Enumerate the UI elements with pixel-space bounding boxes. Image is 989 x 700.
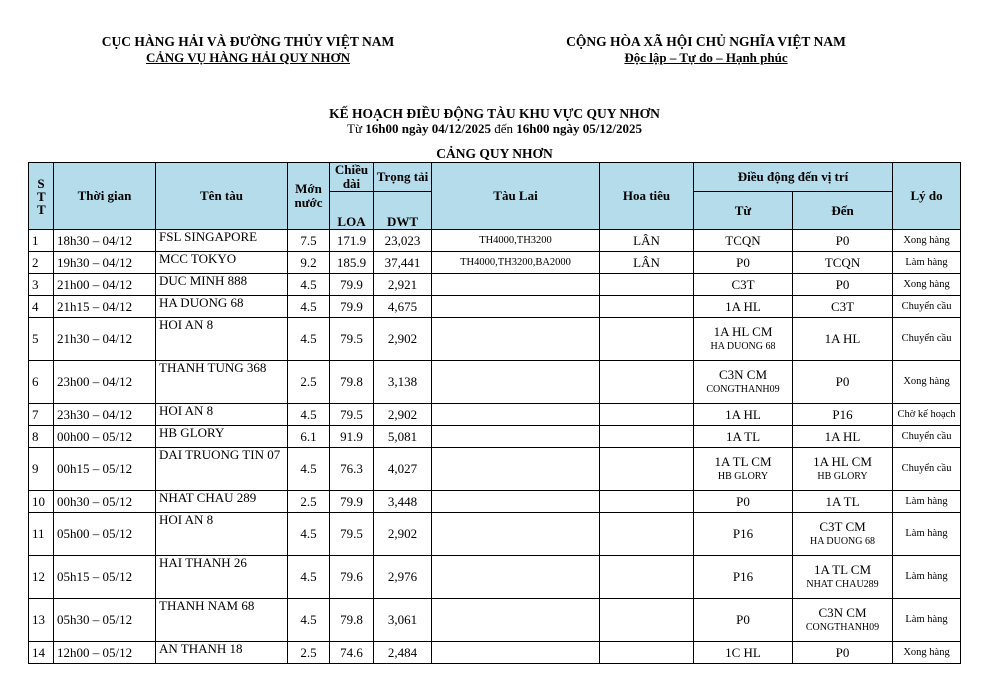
cell-from [694,230,793,252]
cell-to [793,513,893,556]
cell-pilot: LÂN [600,230,694,252]
col-header-stt [29,163,54,230]
cell-ship-name: HOI AN 8 [156,404,288,426]
cell-from-position: 1A HL CM [713,324,773,339]
cell-to [793,361,893,404]
cell-tug [432,513,600,556]
cell-ship-name: THANH NAM 68 [156,599,288,642]
table-row [29,426,961,448]
time-range-to: 16h00 ngày 05/12/2025 [516,121,642,136]
cell-loa: 79.9 [330,296,374,318]
cell-to-position: C3T CM [819,519,866,534]
cell-to-position: 1A HL [824,428,861,444]
cell-dwt: 23,023 [374,230,432,252]
cell-dwt: 4,027 [374,448,432,491]
cell-to [793,230,893,252]
cell-time: 23h00 – 04/12 [54,361,156,404]
cell-ship-name: MCC TOKYO [156,252,288,274]
cell-draft: 4.5 [288,556,330,599]
cell-to [793,252,893,274]
col-header-move-group: Điều động đến vị trí [694,163,893,192]
cell-from-position: P0 [736,493,750,509]
cell-dwt: 2,976 [374,556,432,599]
cell-from-position: 1C HL [725,644,761,660]
cell-stt: 4 [29,296,54,318]
cell-dwt: 3,138 [374,361,432,404]
cell-loa: 79.8 [330,361,374,404]
cell-reason: Làm hàng [893,513,961,556]
col-header-reason: Lý do [893,163,961,230]
cell-time: 00h30 – 05/12 [54,491,156,513]
document-title-block [0,106,989,136]
cell-loa: 74.6 [330,642,374,664]
cell-tug [432,274,600,296]
cell-pilot [600,448,694,491]
cell-tug [432,599,600,642]
cell-reason: Xong hàng [893,274,961,296]
col-header-stt-text: STT [37,175,46,217]
cell-time: 00h00 – 05/12 [54,426,156,448]
cell-draft: 2.5 [288,642,330,664]
cell-from [694,404,793,426]
cell-to-moored-alongside: HB GLORY [817,471,868,482]
time-range-prefix: Từ [347,121,366,136]
cell-dwt: 2,484 [374,642,432,664]
col-header-dwt-unit: DWT [374,192,432,230]
cell-to [793,318,893,361]
cell-ship-name: THANH TUNG 368 [156,361,288,404]
cell-stt: 10 [29,491,54,513]
country-name: CỘNG HÒA XÃ HỘI CHỦ NGHĨA VIỆT NAM [566,34,846,49]
cell-ship-name: HB GLORY [156,426,288,448]
cell-dwt: 5,081 [374,426,432,448]
cell-from [694,361,793,404]
cell-stt: 2 [29,252,54,274]
cell-from-moored-alongside: CONGTHANH09 [706,384,780,395]
cell-reason: Xong hàng [893,361,961,404]
cell-pilot [600,296,694,318]
cell-loa: 79.5 [330,318,374,361]
cell-loa: 171.9 [330,230,374,252]
cell-pilot [600,599,694,642]
cell-stt: 5 [29,318,54,361]
table-row [29,296,961,318]
cell-dwt: 2,902 [374,404,432,426]
cell-from-position: 1A HL [725,298,761,314]
cell-from-position: C3T [731,276,755,292]
cell-to [793,448,893,491]
cell-to [793,491,893,513]
table-row [29,642,961,664]
cell-from [694,426,793,448]
cell-dwt: 2,921 [374,274,432,296]
cell-loa: 79.6 [330,556,374,599]
cell-ship-name: HAI THANH 26 [156,556,288,599]
table-row [29,448,961,491]
cell-to-position: 1A TL CM [813,562,872,577]
cell-pilot [600,556,694,599]
cell-reason: Làm hàng [893,252,961,274]
cell-ship-name: AN THANH 18 [156,642,288,664]
table-row [29,318,961,361]
cell-time: 21h30 – 04/12 [54,318,156,361]
cell-draft: 2.5 [288,491,330,513]
cell-reason: Làm hàng [893,491,961,513]
cell-from [694,448,793,491]
cell-stt: 6 [29,361,54,404]
cell-pilot [600,642,694,664]
cell-to-position: 1A HL CM [813,454,872,469]
cell-time: 19h30 – 04/12 [54,252,156,274]
cell-loa: 76.3 [330,448,374,491]
cell-from-position: P0 [736,612,750,627]
cell-reason: Chờ kế hoạch [893,404,961,426]
national-motto: Độc lập – Tự do – Hạnh phúc [624,50,788,65]
port-name: CẢNG QUY NHƠN [436,146,553,161]
authority-name: CỤC HÀNG HẢI VÀ ĐƯỜNG THỦY VIỆT NAM [101,34,395,49]
cell-tug [432,491,600,513]
cell-draft: 9.2 [288,252,330,274]
cell-to [793,642,893,664]
cell-reason: Chuyển cầu [893,296,961,318]
cell-reason: Chuyển cầu [893,448,961,491]
col-header-ship: Tên tàu [156,163,288,230]
cell-from [694,296,793,318]
cell-to-moored-alongside: CONGTHANH09 [805,622,880,633]
cell-from [694,318,793,361]
cell-stt: 9 [29,448,54,491]
cell-draft: 6.1 [288,426,330,448]
cell-ship-name: DUC MINH 888 [156,274,288,296]
document-title: KẾ HOẠCH ĐIỀU ĐỘNG TÀU KHU VỰC QUY NHƠN [329,106,660,121]
col-header-length-unit: LOA [330,192,374,230]
cell-pilot: LÂN [600,252,694,274]
cell-time: 00h15 – 05/12 [54,448,156,491]
cell-dwt: 4,675 [374,296,432,318]
cell-stt: 1 [29,230,54,252]
cell-tug [432,556,600,599]
cell-to-position: P0 [835,644,850,660]
cell-from [694,274,793,296]
cell-from [694,252,793,274]
cell-pilot [600,513,694,556]
time-range [0,121,989,136]
cell-stt: 12 [29,556,54,599]
table-row [29,599,961,642]
cell-time: 05h30 – 05/12 [54,599,156,642]
cell-draft: 2.5 [288,361,330,404]
table-row [29,513,961,556]
cell-draft: 4.5 [288,404,330,426]
cell-loa: 91.9 [330,426,374,448]
cell-stt: 14 [29,642,54,664]
cell-from-position: 1A TL CM [714,454,772,469]
cell-to [793,599,893,642]
issuer-header [48,34,448,66]
cell-reason: Xong hàng [893,230,961,252]
cell-dwt: 37,441 [374,252,432,274]
cell-ship-name: FSL SINGAPORE [156,230,288,252]
cell-tug: TH4000,TH3200 [432,230,600,252]
table-row [29,491,961,513]
cell-ship-name: HA DUONG 68 [156,296,288,318]
col-header-draft: Mớn nước [288,163,330,230]
cell-reason: Xong hàng [893,642,961,664]
cell-pilot [600,274,694,296]
cell-draft: 7.5 [288,230,330,252]
cell-stt: 11 [29,513,54,556]
cell-tug [432,642,600,664]
cell-from [694,642,793,664]
port-authority-name: CẢNG VỤ HÀNG HẢI QUY NHƠN [145,50,351,65]
cell-time: 05h00 – 05/12 [54,513,156,556]
cell-loa: 79.9 [330,491,374,513]
cell-pilot [600,491,694,513]
cell-pilot [600,426,694,448]
cell-loa: 185.9 [330,252,374,274]
cell-loa: 79.9 [330,274,374,296]
table-row [29,274,961,296]
cell-reason: Làm hàng [893,599,961,642]
cell-tug [432,426,600,448]
cell-from-position: TCQN [725,232,761,248]
time-range-from: 16h00 ngày 04/12/2025 [365,121,491,136]
cell-to-position: P0 [835,276,850,292]
cell-time: 21h00 – 04/12 [54,274,156,296]
cell-from [694,491,793,513]
cell-to [793,426,893,448]
cell-time: 12h00 – 05/12 [54,642,156,664]
cell-from-position: C3N CM [718,367,768,382]
movement-plan-table [28,162,961,664]
table-row [29,252,961,274]
cell-ship-name: HOI AN 8 [156,513,288,556]
table-row [29,361,961,404]
col-header-time: Thời gian [54,163,156,230]
cell-from-position: P0 [736,254,750,270]
col-header-pilot: Hoa tiêu [600,163,694,230]
table-row [29,404,961,426]
cell-to-moored-alongside: NHAT CHAU289 [806,579,879,590]
cell-from-position: 1A TL [725,428,761,444]
cell-to [793,274,893,296]
cell-draft: 4.5 [288,274,330,296]
cell-from-moored-alongside: HB GLORY [717,471,769,482]
cell-to [793,296,893,318]
col-header-dwt: Trọng tải [374,163,432,192]
cell-tug [432,448,600,491]
cell-stt: 13 [29,599,54,642]
cell-to-position: P0 [835,232,850,248]
col-header-length: Chiều dài [330,163,374,192]
movement-plan-body [29,230,961,664]
cell-tug [432,404,600,426]
cell-from [694,599,793,642]
table-row [29,230,961,252]
cell-from-position: 1A HL [725,406,761,422]
cell-reason: Chuyển cầu [893,426,961,448]
cell-pilot [600,318,694,361]
cell-ship-name: NHAT CHAU 289 [156,491,288,513]
cell-from [694,556,793,599]
cell-to-position: TCQN [824,254,861,270]
cell-to [793,404,893,426]
cell-ship-name: HOI AN 8 [156,318,288,361]
cell-draft: 4.5 [288,296,330,318]
cell-to-position: 1A HL [824,331,861,346]
cell-to-position: C3T [830,298,855,314]
cell-draft: 4.5 [288,448,330,491]
cell-dwt: 2,902 [374,513,432,556]
cell-from-position: P16 [732,569,754,584]
cell-stt: 3 [29,274,54,296]
cell-to [793,556,893,599]
col-header-from: Từ [694,192,793,230]
cell-draft: 4.5 [288,513,330,556]
time-range-mid: đến [490,121,517,136]
cell-dwt: 3,061 [374,599,432,642]
cell-pilot [600,361,694,404]
cell-to-position: P0 [835,374,850,389]
cell-ship-name: DAI TRUONG TIN 07 [156,448,288,491]
cell-tug: TH4000,TH3200,BA2000 [432,252,600,274]
cell-pilot [600,404,694,426]
cell-dwt: 2,902 [374,318,432,361]
cell-dwt: 3,448 [374,491,432,513]
col-header-to: Đến [793,192,893,230]
cell-loa: 79.5 [330,513,374,556]
cell-from-position: P16 [732,526,754,541]
cell-tug [432,296,600,318]
cell-time: 21h15 – 04/12 [54,296,156,318]
cell-from [694,513,793,556]
national-header [506,34,906,66]
cell-time: 18h30 – 04/12 [54,230,156,252]
cell-reason: Chuyển cầu [893,318,961,361]
cell-to-moored-alongside: HA DUONG 68 [810,536,875,547]
cell-draft: 4.5 [288,318,330,361]
cell-tug [432,361,600,404]
cell-stt: 8 [29,426,54,448]
cell-to-position: 1A TL [825,493,860,509]
cell-to-position: C3N CM [818,605,867,620]
cell-tug [432,318,600,361]
cell-stt: 7 [29,404,54,426]
cell-time: 23h30 – 04/12 [54,404,156,426]
cell-loa: 79.8 [330,599,374,642]
table-row [29,556,961,599]
cell-from-moored-alongside: HA DUONG 68 [710,341,776,352]
col-header-tug: Tàu Lai [432,163,600,230]
cell-time: 05h15 – 05/12 [54,556,156,599]
cell-draft: 4.5 [288,599,330,642]
cell-loa: 79.5 [330,404,374,426]
cell-to-position: P16 [832,406,853,422]
cell-reason: Làm hàng [893,556,961,599]
